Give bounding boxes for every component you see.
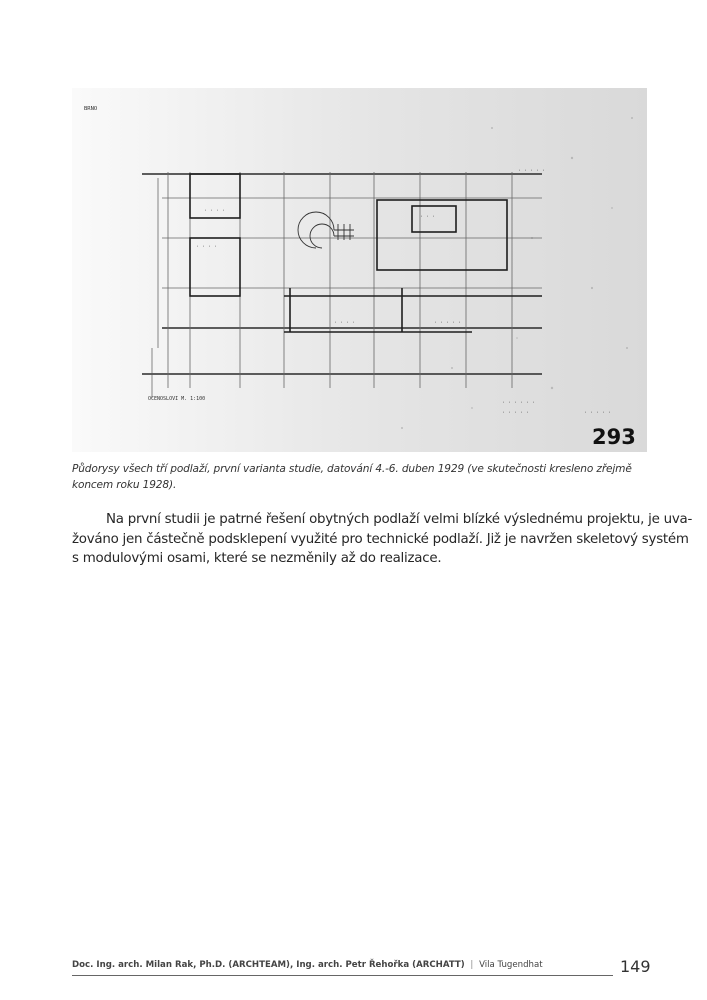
svg-text:· · · · ·: · · · · · <box>518 168 546 174</box>
paragraph-line: žováno jen částečně podsklepení využité pro technické podlaží. Již je navržen skeletový systém <box>72 531 689 547</box>
footer-separator: | <box>470 960 474 970</box>
page-footer <box>72 960 543 970</box>
figure-caption: Půdorysy všech tří podlaží, první varianta studie, datování 4.-6. duben 1929 (ve skutečnosti kresleno zřejmě koncem roku 1928). <box>72 463 632 491</box>
svg-text:· · · ·: · · · · <box>334 320 356 326</box>
svg-text:· · · ·: · · · · <box>196 244 218 250</box>
svg-text:· · · · · ·: · · · · · · <box>502 400 536 406</box>
svg-text:· · ·: · · · <box>420 214 436 220</box>
plan-note-bottom-left: OCENOSLOVI M. 1:100 <box>148 396 206 402</box>
svg-text:· · · ·: · · · · <box>204 208 226 214</box>
footer-rule <box>72 975 613 976</box>
floor-plan-photo <box>72 88 647 452</box>
paragraph-line: Na první studii je patrné řešení obytných podlaží velmi blízké výslednému projektu, je uva- <box>106 512 693 527</box>
svg-text:· · · · ·: · · · · · <box>434 320 462 326</box>
plan-note-top-left: BRNO <box>84 106 98 112</box>
archive-stamp-number: 293 <box>592 425 636 449</box>
footer-publication: Vila Tugendhat <box>479 960 543 970</box>
page-number: 149 <box>620 957 651 976</box>
paragraph-line: s modulovými osami, které se nezměnily až do realizace. <box>72 551 442 567</box>
footer-authors: Doc. Ing. arch. Milan Rak, Ph.D. (ARCHTEAM), Ing. arch. Petr Řehořka (ARCHATT) <box>72 960 465 970</box>
floor-plan-drawing <box>72 88 647 452</box>
body-paragraph <box>72 510 693 569</box>
svg-text:· · · · ·: · · · · · <box>584 410 612 416</box>
svg-text:· · · · ·: · · · · · <box>502 410 530 416</box>
